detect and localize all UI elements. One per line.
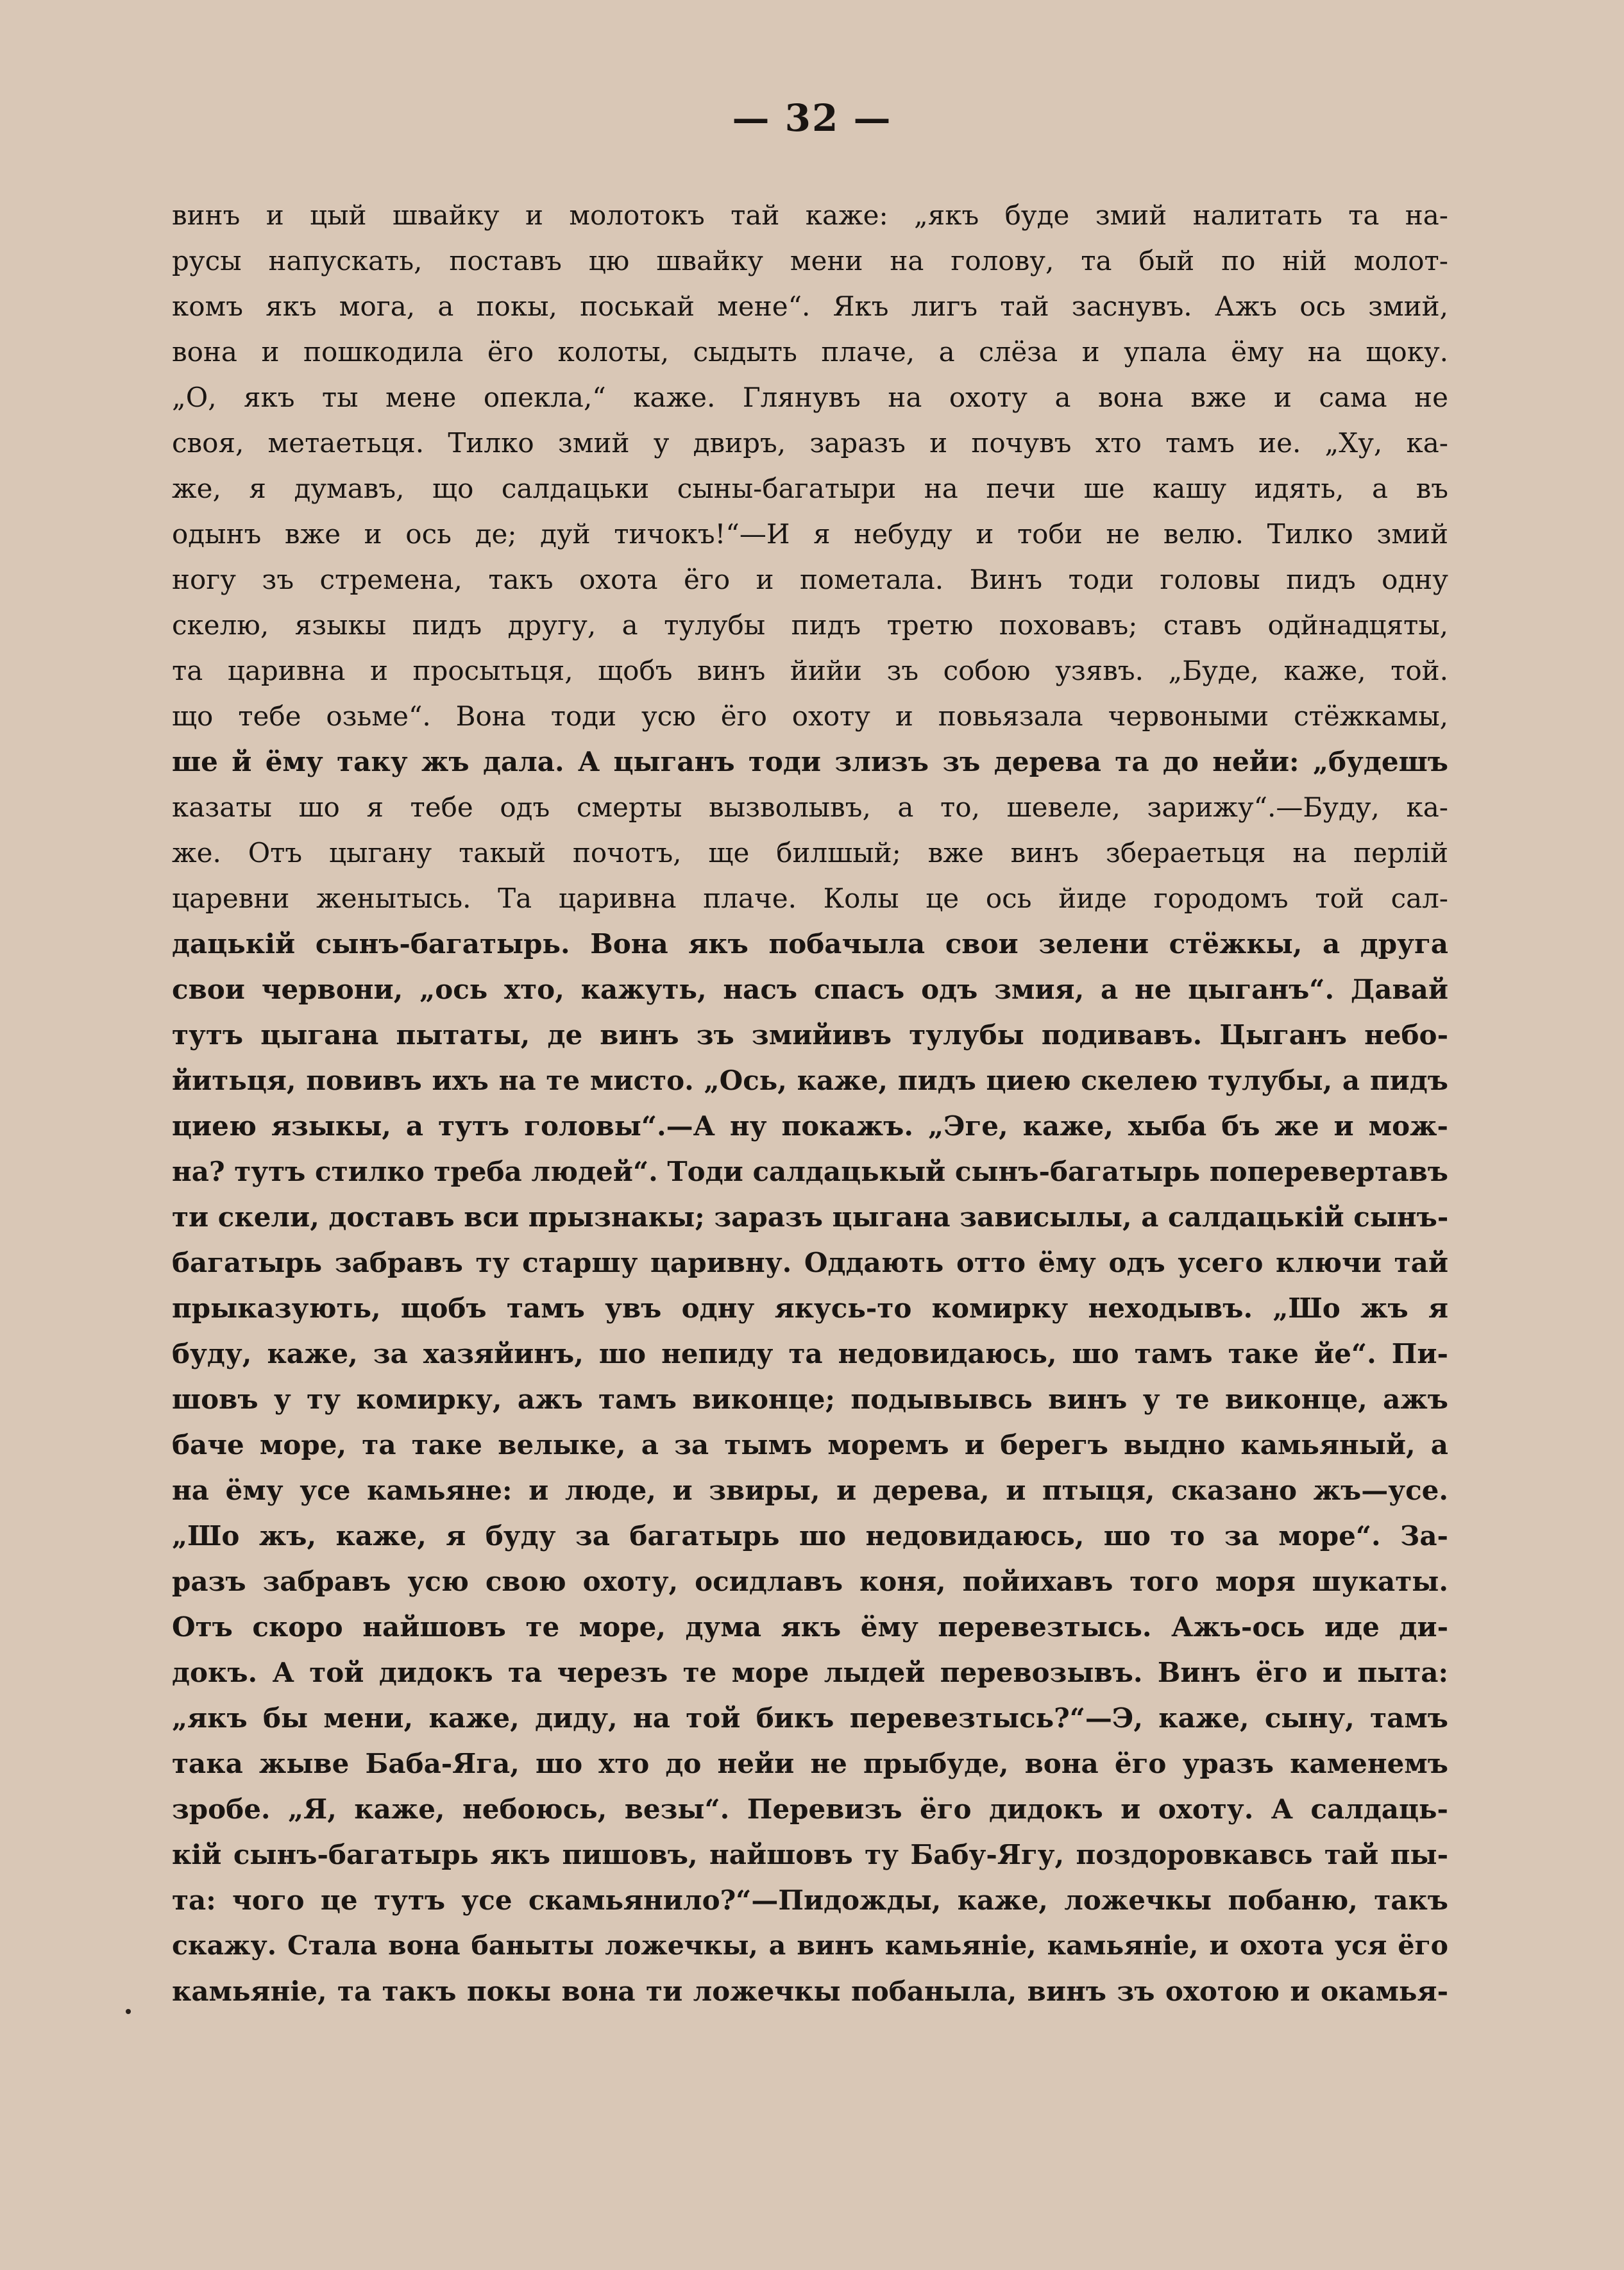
text-line: одынъ вже и ось де; дуй тичокъ!“—И я небуду и тоби не велю. Тилко змий (172, 518, 1448, 550)
text-line: шовъ у ту комирку, ажъ тамъ виконце; подывывсь винъ у те виконце, ажъ (172, 1384, 1448, 1415)
text-line: та царивна и просытьця, щобъ винъ йийи зъ собою узявъ. „Буде, каже, той. (172, 655, 1448, 686)
text-line: же, я думавъ, що салдацьки сыны-багатыри на печи ше кашу идять, а въ (172, 473, 1448, 504)
text-line: казаты шо я тебе одъ смерты вызволывъ, а то, шевеле, зарижу“.—Буду, ка- (172, 792, 1448, 823)
text-line: ногу зъ стремена, такъ охота ёго и пометала. Винъ тоди головы пидъ одну (172, 564, 1448, 595)
text-line: баче море, та таке велыке, а за тымъ моремъ и берегъ выдно камьяный, а (172, 1429, 1448, 1461)
text-line: скажу. Стала вона баныты ложечкы, а винъ камьяніе, камьяніе, и охота уся ёго (172, 1930, 1448, 1961)
text-line: на ёму усе камьяне: и люде, и звиры, и дерева, и птыця, сказано жъ—усе. (172, 1475, 1448, 1506)
text-line: буду, каже, за хазяйинъ, шо непиду та недовидаюсь, шо тамъ таке йе“. Пи- (172, 1338, 1448, 1369)
text-line: багатырь забравъ ту старшу царивну. Оддають отто ёму одъ усего ключи тай (172, 1247, 1448, 1278)
text-line: прыказують, щобъ тамъ увъ одну якусь-то комирку неходывъ. „Шо жъ я (172, 1292, 1448, 1324)
margin-mark (126, 2009, 131, 2014)
text-line: кій сынъ-багатырь якъ пишовъ, найшовъ ту Бабу-Ягу, поздоровкавсь тай пы- (172, 1839, 1448, 1870)
text-line: тутъ цыгана пытаты, де винъ зъ змийивъ тулубы подивавъ. Цыганъ небо- (172, 1019, 1448, 1051)
text-line: камьяніе, та такъ покы вона ти ложечкы побаныла, винъ зъ охотою и окамья- (172, 1976, 1448, 2007)
text-line: Отъ скоро найшовъ те море, дума якъ ёму перевезтысь. Ажъ-ось иде ди- (172, 1611, 1448, 1643)
text-line: „якъ бы мени, каже, диду, на той бикъ перевезтысь?“—Э, каже, сыну, тамъ (172, 1702, 1448, 1734)
text-line: зробе. „Я, каже, небоюсь, везы“. Перевизъ ёго дидокъ и охоту. А салдаць- (172, 1793, 1448, 1825)
text-line: докъ. А той дидокъ та черезъ те море лыдей перевозывъ. Винъ ёго и пыта: (172, 1657, 1448, 1688)
text-line: „О, якъ ты мене опекла,“ каже. Глянувъ на охоту а вона вже и сама не (172, 382, 1448, 413)
text-line: комъ якъ мога, а покы, поськай мене“. Якъ лигъ тай заснувъ. Ажъ ось змий, (172, 291, 1448, 322)
text-line: на? тутъ стилко треба людей“. Тоди салдацькый сынъ-багатырь поперевертавъ (172, 1156, 1448, 1187)
text-line: така жыве Баба-Яга, шо хто до нейи не прыбуде, вона ёго уразъ каменемъ (172, 1748, 1448, 1779)
text-line: скелю, языкы пидъ другу, а тулубы пидъ третю поховавъ; ставъ одйнадцяты, (172, 609, 1448, 641)
text-line: царевни женытысь. Та царивна плаче. Колы це ось йиде городомъ той сал- (172, 883, 1448, 914)
text-line: та: чого це тутъ усе скамьянило?“—Пидожды, каже, ложечкы побаню, такъ (172, 1885, 1448, 1916)
text-line: винъ и цый швайку и молотокъ тай каже: „якъ буде змий налитать та на- (172, 199, 1448, 231)
text-line: своя, метаетьця. Тилко змий у двиръ, заразъ и почувъ хто тамъ ие. „Ху, ка- (172, 427, 1448, 459)
body-text (172, 192, 1448, 2014)
text-line: разъ забравъ усю свою охоту, осидлавъ коня, пойихавъ того моря шукаты. (172, 1566, 1448, 1597)
text-line: йитьця, повивъ ихъ на те мисто. „Ось, каже, пидъ циею скелею тулубы, а пидъ (172, 1065, 1448, 1096)
text-line: „Шо жъ, каже, я буду за багатырь шо недовидаюсь, шо то за море“. За- (172, 1520, 1448, 1552)
page-number: — 32 — (732, 96, 892, 140)
text-line: циею языкы, а тутъ головы“.—А ну покажъ. „Эге, каже, хыба бъ же и мож- (172, 1110, 1448, 1142)
text-line: що тебе озьме“. Вона тоди усю ёго охоту и повьязала червоными стёжкамы, (172, 700, 1448, 732)
text-line: ше й ёму таку жъ дала. А цыганъ тоди злизъ зъ дерева та до нейи: „будешъ (172, 746, 1448, 777)
text-line: ти скели, доставъ вси прызнакы; заразъ цыгана зависылы, а салдацькій сынъ- (172, 1201, 1448, 1233)
text-line: дацькій сынъ-багатырь. Вона якъ побачыла свои зелени стёжкы, а друга (172, 928, 1448, 960)
text-line: свои червони, „ось хто, кажуть, насъ спасъ одъ змия, а не цыганъ“. Давай (172, 974, 1448, 1005)
text-line: русы напускать, поставъ цю швайку мени на голову, та бый по ній молот- (172, 245, 1448, 276)
text-line: же. Отъ цыгану такый почотъ, ще билшый; вже винъ збераетьця на перлій (172, 837, 1448, 868)
text-line: вона и пошкодила ёго колоты, сыдыть плаче, а слёза и упала ёму на щоку. (172, 336, 1448, 368)
